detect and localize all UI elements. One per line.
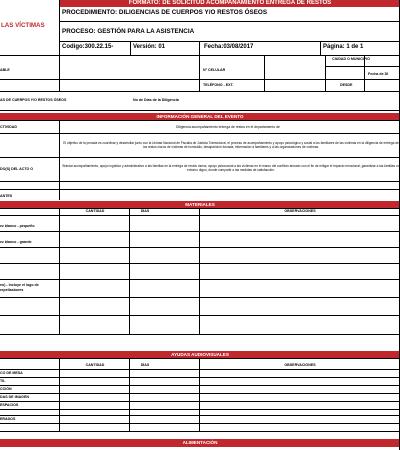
desarrollo-label: DO(S) DEL ACTO O — [0, 167, 34, 171]
version-label: Versión: 01 — [133, 44, 166, 50]
materiales-row-label: ez blanco - pequeño — [0, 224, 35, 228]
participantes-label: ANTES — [0, 194, 13, 198]
proceso-label: PROCESO: GESTIÓN PARA LA ASISTENCIA — [62, 28, 195, 35]
info-general-bar: INFORMACIÓN GENERAL DEL EVENTO — [0, 113, 400, 120]
celular-label: N° CELULAR — [203, 68, 226, 72]
desarrollo-text: Brindar acompañamiento, apoyo logístico y administrativo a las familias en la entrega de restos óseos, apoyo psicosocial a las víctimas en el marco del conflicto armado con el fin de mitigar el impacto emocional, garantizar a las familias un entorno digno, donde compartir a las medidas de satisfacción. — [62, 164, 400, 173]
celular-field[interactable] — [264, 57, 324, 79]
fecha-de-label: Fecha de DI — [368, 72, 389, 76]
audiovisuales-col-obs: OBSERVACIONES — [284, 363, 316, 367]
form-title: FORMATO: DE SOLICITUD ACOMPAÑAMIENTO ENTREGA DE RESTOS — [60, 0, 400, 7]
desde-label: DESDE — [340, 83, 353, 87]
codigo-label: Codigo:300.22.15- — [62, 44, 114, 50]
audiovisuales-row-label: CO DE MESA — [0, 371, 23, 375]
header-block — [0, 0, 400, 56]
materiales-row-label: ez blanco - grande — [0, 240, 32, 244]
audiovisuales-col-dias: DÍAS — [140, 363, 150, 367]
procedimiento-label: PROCEDIMIENTO: DILIGENCIAS DE CUERPOS Y/O RESTOS ÓSEOS — [62, 9, 268, 16]
materiales-bar: MATERIALES — [0, 201, 400, 208]
audiovisuales-col-cantidad: CANTIDAD — [85, 363, 105, 367]
audiovisuales-row-label: DAS DE IMAGEN — [0, 395, 29, 399]
logo — [0, 14, 58, 36]
ciudad-label: CIUDAD O MUNICIPIO — [332, 57, 370, 61]
actividad-label: CTIVIDAD — [0, 125, 17, 129]
responsable-field[interactable] — [60, 57, 198, 79]
materiales-col-cantidad: CANTIDAD — [85, 209, 105, 213]
telefono-field[interactable] — [264, 79, 324, 91]
logo-text: LAS VÍCTIMAS — [1, 22, 45, 29]
audiovisuales-bar: AYUDAS AUDIOVISUALES — [0, 351, 400, 358]
telefono-label: TELÉFONO - EXT. — [203, 83, 234, 87]
materiales-col-obs: OBSERVACIONES — [284, 209, 316, 213]
actividad-text: Diligencia acompañamiento entrega de restos en el departamento de — [176, 125, 280, 129]
materiales-row-label: en) - Incluye el logo de repellasbores — [0, 283, 39, 292]
alimentacion-bar: ALIMENTACIÓN — [0, 439, 400, 447]
responsable-label: ABLE — [0, 68, 10, 72]
audiovisuales-row-label: CCIÓN — [0, 387, 12, 391]
dias-label: No de Días de la Diligencia — [133, 98, 179, 102]
audiovisuales-row-label: ESPACIOS — [0, 403, 19, 407]
audiovisuales-row-label: TIL — [0, 379, 6, 383]
materiales-col-dias: DÍAS — [140, 209, 150, 213]
cuerpos-label: AS DE CUERPOS Y/O RESTOS ÓSEOS — [0, 98, 67, 102]
audiovisuales-row-label: ERADOS — [0, 417, 16, 421]
pagina-label: Página: 1 de 1 — [323, 44, 364, 50]
objetivo-text: El objetivo de la jornada es coordinar y desarrollar junto con la Unidad Nacional de Fiscalía de Justicia Transicional, el proceso de acompañamiento y apoyo psicológico y social a los familiares de las víctimas en la diligencia de entrega de los restos óseos de víctimas de homicidio, desaparición forzada, información a familiares y a las organizaciones de víctimas. — [63, 141, 399, 150]
fecha-label: Fecha:03/08/2017 — [204, 44, 254, 50]
